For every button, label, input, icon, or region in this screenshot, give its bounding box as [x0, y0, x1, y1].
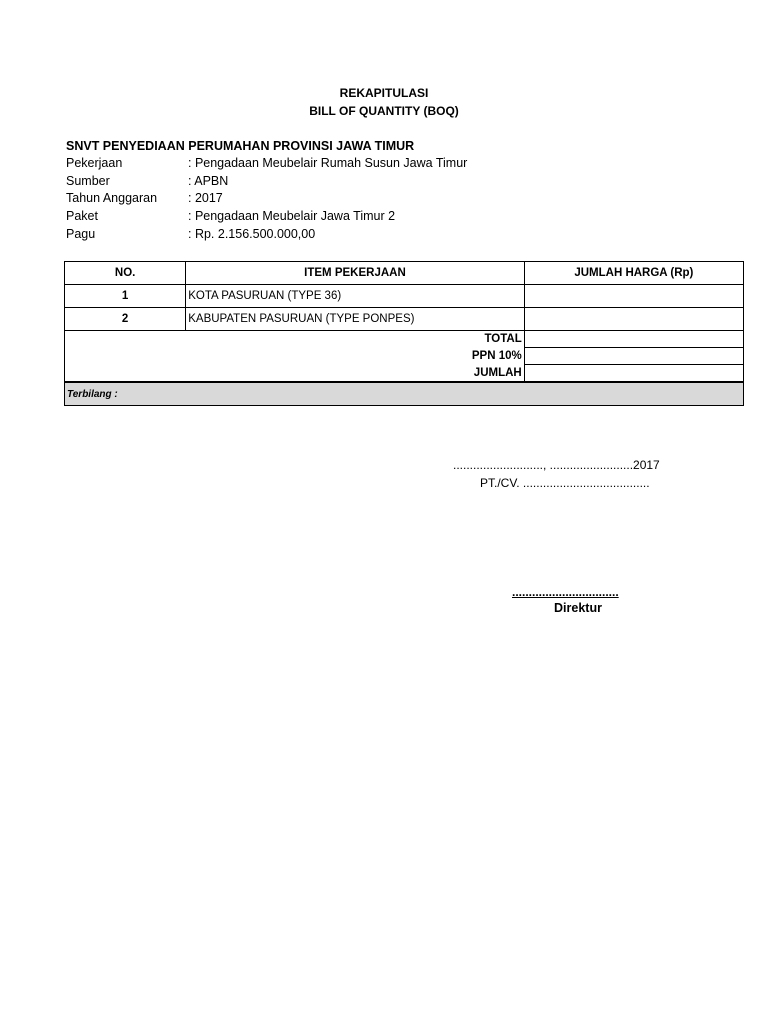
row-jumlah — [524, 308, 743, 331]
header-jumlah: JUMLAH HARGA (Rp) — [524, 262, 743, 285]
row-no: 1 — [65, 285, 186, 308]
summary-total-value — [524, 331, 743, 348]
row-item: KOTA PASURUAN (TYPE 36) — [186, 285, 524, 308]
info-value: : Rp. 2.156.500.000,00 — [188, 227, 316, 241]
table-row — [65, 308, 744, 331]
terbilang-row — [65, 382, 744, 406]
header-no: NO. — [65, 262, 186, 285]
table-header-row — [65, 262, 744, 285]
row-item: KABUPATEN PASURUAN (TYPE PONPES) — [186, 308, 524, 331]
terbilang-label: Terbilang : — [65, 382, 744, 406]
summary-row-jumlah — [65, 365, 744, 383]
info-value: : 2017 — [188, 191, 223, 205]
signature-company: PT./CV. ...................................... — [480, 476, 650, 490]
info-value: : Pengadaan Meubelair Jawa Timur 2 — [188, 209, 396, 223]
summary-ppn-value — [524, 348, 743, 365]
summary-ppn-label: PPN 10% — [65, 348, 525, 365]
row-jumlah — [524, 285, 743, 308]
boq-table — [64, 261, 744, 406]
signature-date-line: ..........................., .........................2017 — [453, 458, 660, 472]
info-value: : Pengadaan Meubelair Rumah Susun Jawa Timur — [188, 156, 468, 170]
summary-total-label: TOTAL — [65, 331, 525, 348]
summary-jumlah-label: JUMLAH — [65, 365, 525, 383]
info-label: Paket — [66, 209, 98, 223]
info-label: Pagu — [66, 227, 96, 241]
header-item: ITEM PEKERJAAN — [186, 262, 524, 285]
info-value: : APBN — [188, 174, 229, 188]
doc-title: REKAPITULASI — [339, 86, 429, 100]
info-label: Pekerjaan — [66, 156, 123, 170]
row-no: 2 — [65, 308, 186, 331]
info-label: Sumber — [66, 174, 110, 188]
organization-name: SNVT PENYEDIAAN PERUMAHAN PROVINSI JAWA TIMUR — [66, 139, 415, 153]
summary-row-ppn — [65, 348, 744, 365]
signature-name-line: ................................ — [512, 585, 619, 599]
signature-role: Direktur — [554, 601, 602, 615]
summary-row-total — [65, 331, 744, 348]
info-label: Tahun Anggaran — [66, 191, 158, 205]
summary-jumlah-value — [524, 365, 743, 383]
doc-subtitle: BILL OF QUANTITY (BOQ) — [309, 104, 459, 118]
table-row — [65, 285, 744, 308]
